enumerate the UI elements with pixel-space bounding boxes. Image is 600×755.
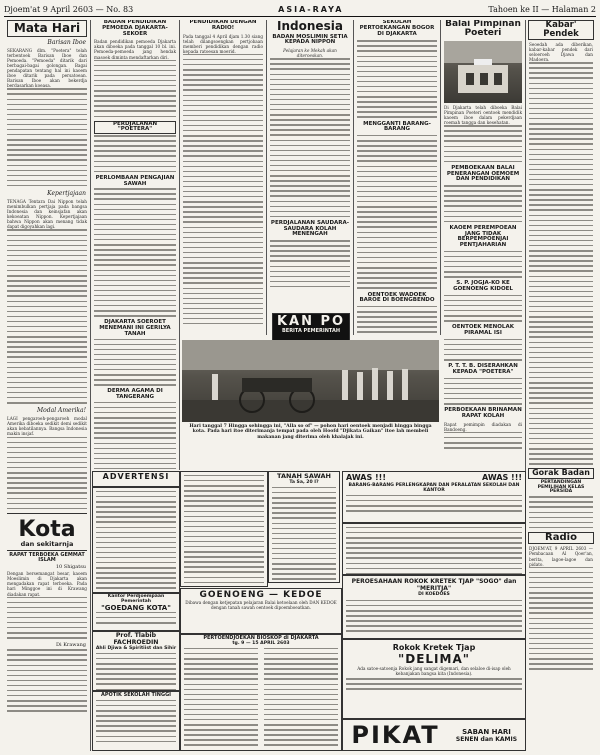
building-photo — [444, 41, 522, 103]
column-ad-left — [180, 471, 268, 587]
ad-heading: GOENOENG — KEDOE — [199, 590, 323, 600]
news-photo — [182, 340, 439, 422]
article-heading: P. T. T. B. DISERAHKAN KEPADA "POETERA" — [448, 363, 518, 376]
article-heading: PEMBOEKAAN BALAI PENERANGAN OEMOEM DAN PENDIDIKAN — [446, 164, 520, 183]
photo-caption: Hari tanggal 7 Hingga sehingga ini, "Alla so of" — pohon hari oentoek menjadi hingga bingga kota. Pada hari itoe diterimanja tempat pada oleh Hoofd "Djikata Gaikan" itoe lah membeli makanan jang diterima oleh khalajak ini. — [189, 424, 432, 440]
column-kabar-pendek — [526, 20, 596, 751]
masthead-page: Tahoen ke II — Halaman 2 — [488, 5, 596, 14]
masthead-date: Djoem'at 9 April 2603 — No. 83 — [4, 5, 134, 14]
photo-scene — [182, 340, 439, 422]
ad-name: "GOEDANG KOTA" — [101, 604, 171, 612]
kota-subtitle: dan sekitarnja — [20, 539, 74, 548]
advertensi-banner — [92, 471, 180, 487]
ad-subtitle: DI KOEDOES — [418, 592, 450, 597]
article-text: LAGI pengaroeh-pengaroeh modal Amerika diboeka sedikit demi sedikit akan kebatilannya. Bangsa Indonesia makin insjaf. — [7, 416, 87, 437]
article-text: Badan pendidikan pemoeda Djakarta akan diboeka pada tanggal 10 bl. ini. Pemoeda-pemoeda jang hendak masoek diminta mendaftarkan diri. — [94, 39, 176, 60]
kanpo-banner — [272, 313, 350, 341]
advertensi-title: ADVERTENSI — [102, 472, 170, 481]
ad-heading: PEROESAHAAN ROKOK KRETEK TJAP "SOGO" dan "MERITJA" — [351, 578, 517, 592]
article-text: TENAGA Tentara Dai Nippon telah menimbulkan pertjaja pada bangsa Indonesia dan keinsjafan akan kekoeatan Nippon. Kepertjajaan bahwa Nippon akan menang tidak dapat digoyahkan lagi. — [7, 198, 87, 230]
kota-title: Kota — [18, 516, 76, 542]
masthead-title: ASIA-RAYA — [278, 5, 344, 14]
ad-heading: Rokok Kretek Tjap — [392, 643, 476, 652]
ad-subtitle: tg. 9 — 15 APRIL 2603 — [232, 641, 290, 646]
ad-heading: Kantor Perdjoempaan Pemerintah — [107, 594, 165, 604]
article-heading: SEKOLAH PERTOEKANGAN BOGOR DI DJAKARTA — [359, 20, 435, 37]
column-title: Mata Hari — [13, 21, 81, 35]
column-badan-pendidikan — [91, 20, 180, 470]
article-heading: KAOEM PEREMPOEAN JANG TIDAK BERPEMPOENJAI PENTJAHARIAN — [449, 224, 517, 249]
ad-text: Ada satoe-satoenja Rokok jang sangat digemari, dan selaloe di-isap oleh kebanjakan bangsa kita (Indonesia). — [357, 666, 511, 677]
column-mata-hari — [4, 20, 91, 751]
ad-heading: PERTOENDJOEKAN BIOSKOP di DJAKARTA — [203, 635, 319, 641]
column-sekolah — [354, 20, 441, 335]
section-heading: Modal Amerika! — [37, 407, 86, 415]
section-heading: Barisan Iboe — [47, 38, 86, 46]
column-radio-pendidikan — [180, 20, 267, 335]
article-heading: Balai Pimpinan Poeteri — [445, 20, 521, 39]
ad-subtitle: Ta Sa, 20 I? — [289, 480, 319, 485]
kanpo-title: KAN PO — [276, 314, 346, 329]
article-text: SEKARANG dlm. "Poetera" telah terbentoek Barisan Iboe dan Pemoeda. "Pemoeda" ditarik dari berbagai-bagai golongan. Bagai pendapatan tentang hal ini kaoem iboe ditarik pada persatoean. Barisan Iboe akan bekerdja berdasarkan koeasa. — [7, 47, 87, 89]
ad-text: BARANG-BARANG PERLENGKAPAN DAN PERALATAN SEKOLAH DAN KANTOR — [348, 483, 520, 493]
article-heading: DERMA AGAMA DI TANGERANG — [107, 388, 163, 401]
tanah-sawah-ad — [268, 471, 340, 583]
article-text: DJOEM'AT, 9 APRIL 2603 — Pembacaan Al Qoer'an, berita, lagoe-lagoe dan pidato. — [529, 546, 593, 567]
article-heading: S. P. JOGJA-KO KE GOENOENG KIDOEL — [453, 280, 513, 293]
ad-heading: Prof. Tlabib FACHROEDIN — [113, 632, 159, 646]
article-text: Pada tanggal 4 April djam 1.30 siang telah dilangsoengkan pertjobaan memberi pendidikan dengan radio kepada ratoesan moerid. — [183, 33, 263, 54]
article-subheading: Pelajaran ke Mekah akan diteroeskan. — [283, 48, 337, 59]
kanpo-subtitle: BERITA PEMERINTAH — [281, 327, 340, 334]
article-heading: OENTOEK WADOEK BAROE DI BOENGBENDO — [359, 291, 435, 304]
pikat-ad — [342, 719, 526, 751]
ad-heading: AWAS !!! — [346, 473, 386, 482]
notice-ad — [342, 523, 526, 575]
article-heading: PERTANDINGAN PEMILIHAN KELAS PERSIDA — [537, 479, 585, 495]
ad-text: Dibawa dengan ketjepatan pelajaran Balai ketoelaan oleh DAN KEDOE dengan tanah sawah oentoek dipoemboeatkan. — [185, 600, 337, 611]
article-heading: PERDJALANAN SAUDARA-SAUDARA KOLAH MENENGAH — [270, 219, 350, 238]
article-heading: RAPAT TERBOEKA GEMMAT ISLAM — [9, 551, 85, 563]
ad-heading: TANAH SAWAH — [277, 472, 331, 480]
bioskop-ad — [180, 634, 342, 751]
olahraga-title: Gorak Badan — [528, 468, 594, 478]
dateline: 10 Shigatsu — [55, 564, 86, 571]
column-indonesia — [267, 20, 354, 335]
radio-title: Radio — [528, 532, 594, 545]
column-title: Indonesia — [277, 20, 343, 33]
rokok-delima-ad — [342, 639, 526, 719]
article-heading: BADAN MOSLIMIN SETIA KEPADA NIPPON — [272, 33, 348, 46]
article-text: Seoedah ada diberikan, kabar-kabar pendek dari seloeroeh Djawa dan Madoera. — [529, 41, 593, 63]
dateline: Di Krawang — [56, 642, 86, 649]
article-heading: PERLOMBAAN PENGAJIAN SAWAH — [95, 174, 175, 187]
article-heading: BADAN PENDIDIKAN PEMOEDA DJAKARTA-SEKOER — [102, 20, 168, 37]
article-text: Dengan bersemangat besar, kaoem Moeslimin di Djakarta akan mengadakan rapat terboeka. Pada hari Minggoe ini di Krawang diadakan rapat. — [7, 571, 87, 597]
ad-heading: AWAS !!! — [482, 473, 522, 482]
article-heading: MENGGANTI BARANG-BARANG — [363, 120, 431, 133]
awas-ad — [342, 471, 526, 523]
pikat-subtitle: SENEN dan KAMIS — [455, 735, 518, 743]
pikat-subtitle: SABAN HARI — [462, 727, 511, 736]
ad-brand: "DELIMA" — [397, 652, 470, 666]
kabar-title: Kabar' Pendek — [528, 20, 594, 40]
article-text: Rapat pemimpin diadakan di Bandoeng. — [444, 421, 522, 432]
apotik-ad — [92, 691, 180, 751]
building-drawing — [444, 41, 522, 103]
article-heading: PERBOEKAAN BRINAMAN RAPAT KOLAH — [444, 407, 522, 420]
masthead — [4, 3, 596, 17]
article-heading: DJAKARTA SOEROET MENEMANI INI GERILYA TANAH — [99, 319, 171, 337]
article-heading: PENDIDIKAN DENGAN RADIO! — [189, 20, 257, 31]
article-heading: PERDJALANAN "POETERA" — [94, 121, 176, 135]
ad-subtitle: Ahli Djiwa & Spiritiist dan Sihir — [95, 646, 177, 651]
goedang-kota-ad — [92, 593, 180, 631]
goenoeng-kedoe-ad — [180, 588, 342, 634]
ad-heading: APOTIK SEKOLAH TINGGI — [100, 692, 172, 698]
article-text: Di Djakarta telah diboeka Balai Pimpinan Poeteri oentoek mendidik kaoem iboe dalam pekerdjaan roemah tangga dan kesehatan. — [444, 104, 522, 126]
section-heading: Kepertjajaan — [47, 189, 86, 197]
article-heading: OENTOEK MENOLAK PIRAMAL ISI — [452, 324, 514, 337]
small-ads — [92, 487, 180, 593]
prof-ad — [92, 631, 180, 691]
fabriek-rokok-ad — [342, 575, 526, 639]
pikat-title: PIKAT — [351, 721, 440, 749]
